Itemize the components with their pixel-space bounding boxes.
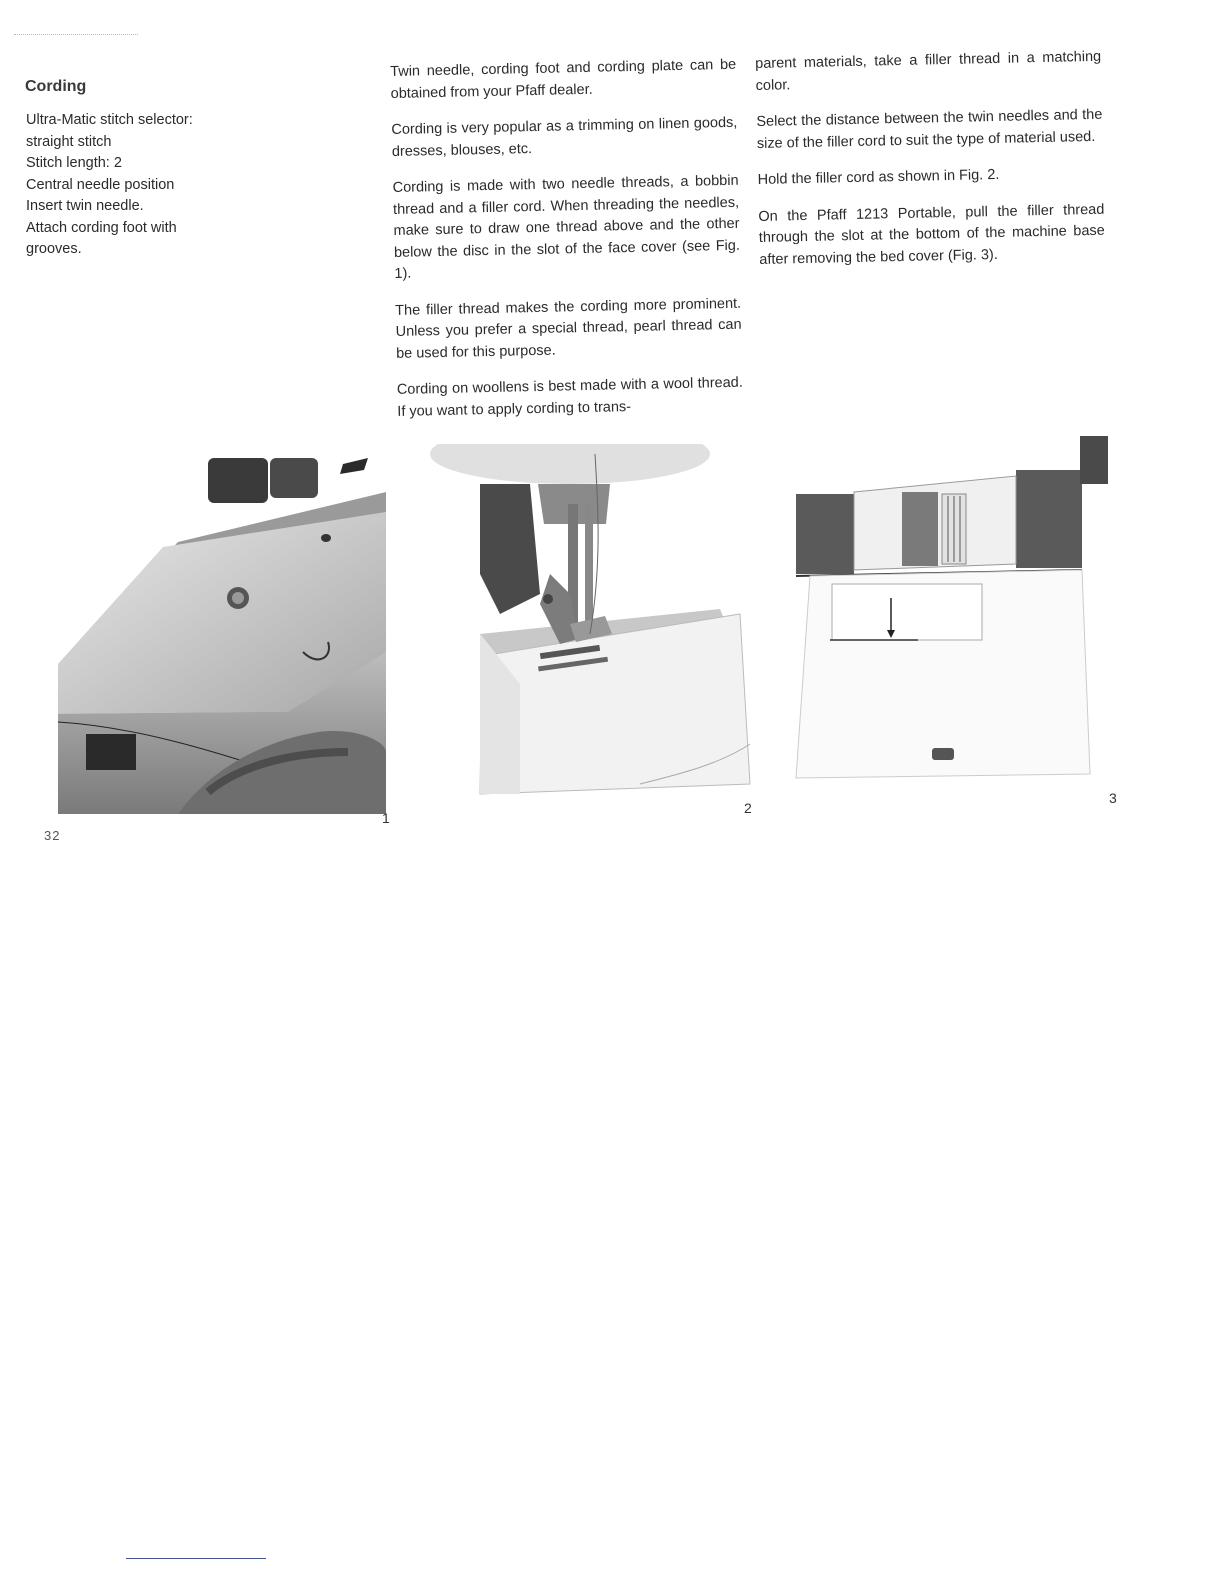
paragraph: parent materials, take a filler thread in a matching color. — [755, 48, 1102, 94]
settings-list — [26, 110, 286, 261]
figure-number: 1 — [382, 810, 390, 826]
figure-number: 2 — [744, 800, 752, 816]
paragraph: On the Pfaff 1213 Portable, pull the filler thread through the slot at the bottom of the machine base after removing the bed cover (Fig. 3). — [758, 201, 1105, 268]
paragraph: Twin needle, cording foot and cording plate can be obtained from your Pfaff dealer. — [390, 56, 737, 102]
settings-line: grooves. — [26, 241, 82, 257]
bottom-rule — [126, 1558, 266, 1559]
section-heading: Cording — [25, 78, 87, 95]
scan-mark — [14, 34, 138, 36]
figure-1-photo — [58, 452, 386, 814]
figure-2-photo — [420, 444, 756, 804]
page-number: 32 — [44, 828, 61, 843]
paragraph: Hold the filler cord as shown in Fig. 2. — [757, 166, 1000, 188]
paragraph: Cording is made with two needle threads, a bobbin thread and a filler cord. When threading the needles, make sure to draw one thread above and the other below the disc in the slot of the face cover (see Fig. 1). — [392, 172, 741, 282]
paragraph: Cording is very popular as a trimming on linen goods, dresses, blouses, etc. — [391, 114, 738, 160]
figure-1-illustration — [58, 452, 386, 814]
settings-line: Ultra-Matic stitch selector: — [26, 112, 193, 128]
settings-line: straight stitch — [26, 133, 112, 150]
paragraph: The filler thread makes the cording more prominent. Unless you prefer a special thread, pearl thread can be used for this purpose. — [395, 295, 742, 362]
text-column-middle — [390, 55, 744, 438]
figure-number: 3 — [1109, 790, 1117, 806]
figure-3-photo — [790, 434, 1110, 784]
paragraph: Cording on woollens is best made with a wool thread. If you want to apply cording to trans- — [396, 374, 743, 420]
figure-2-illustration — [420, 444, 756, 804]
figure-3-illustration — [790, 434, 1110, 784]
paragraph: Select the distance between the twin needles and the size of the filler cord to suit the type of material used. — [756, 106, 1103, 152]
settings-line: Attach cording foot with — [26, 219, 177, 236]
settings-line: Central needle position — [26, 176, 175, 193]
settings-line: Insert twin needle. — [26, 198, 144, 214]
settings-line: Stitch length: 2 — [26, 155, 122, 171]
text-column-right — [755, 47, 1106, 286]
